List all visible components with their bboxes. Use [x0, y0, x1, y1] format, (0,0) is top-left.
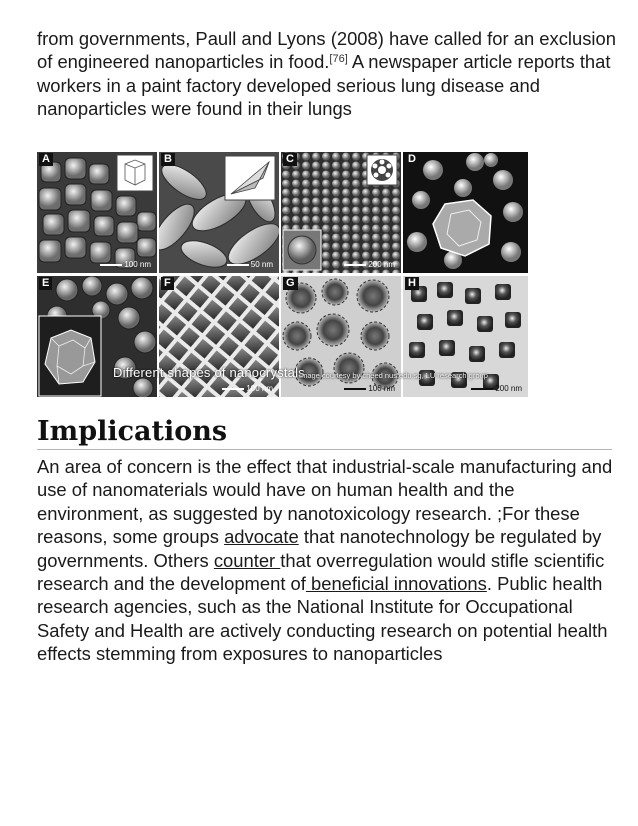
panel-g-label: G [283, 277, 298, 290]
body-text-3: that overregulation would stifle scientific research and the development of [37, 549, 605, 595]
panel-a-image [37, 152, 157, 273]
advocate-link[interactable]: advocate [224, 526, 299, 548]
panel-b-scale: 50 nm [227, 260, 273, 269]
panel-a-label: A [39, 153, 53, 166]
panel-c-scale: 200 nm [344, 260, 395, 269]
panel-h-scale: 200 nm [471, 384, 522, 393]
body-text-2: that nanotechnology be regulated by governments. Others [37, 526, 602, 571]
panel-b-image [159, 152, 279, 273]
panel-d [403, 152, 528, 273]
panel-e-label: E [39, 277, 52, 290]
panel-f-scale: 100 nm [222, 384, 273, 393]
body-text-1: An area of concern is the effect that industrial-scale manufacturing and use of nanomaterials would have on human health and the environment, as suggested by nanotoxicology research. ;For these reasons, some groups [37, 456, 613, 548]
panel-b [159, 152, 279, 273]
body-text-4: . Public health research agencies, such as the National Institute for Occupational Safety and Health are actively conducting research on potential health effects stemming from exposures to nanoparticles [37, 573, 608, 665]
implications-paragraph [37, 455, 622, 666]
intro-text-continued: A newspaper article reports that workers in a paint factory developed serious lung disease and nanoparticles were found in their lungs [37, 51, 611, 120]
panel-a-scale: 100 nm [100, 260, 151, 269]
counter-link[interactable]: counter [213, 549, 281, 571]
intro-paragraph [37, 27, 622, 121]
panel-b-label: B [161, 153, 175, 166]
panel-h-label: H [405, 277, 419, 290]
nanocrystal-figure [37, 152, 528, 400]
panel-c-label: C [283, 153, 297, 166]
section-heading-implications: Implications [37, 415, 612, 450]
panel-g-scale: 100 nm [344, 384, 395, 393]
panel-c-image [281, 152, 401, 273]
intro-text: from governments, Paull and Lyons (2008) have called for an exclusion of engineered nanoparticles in food. [37, 28, 616, 73]
beneficial-innovations-link[interactable]: beneficial innovations [305, 573, 487, 595]
panel-d-image [403, 152, 528, 273]
panel-f-label: F [161, 277, 174, 290]
panel-c [281, 152, 401, 273]
figure-credit: Image courtesy by cheed nus.edu.sg, LU research group [299, 371, 488, 380]
figure-caption: Different shapes of nanocrystals [113, 365, 305, 380]
citation-link[interactable]: [76] [329, 53, 348, 66]
panel-d-label: D [405, 153, 419, 166]
panel-a [37, 152, 157, 273]
